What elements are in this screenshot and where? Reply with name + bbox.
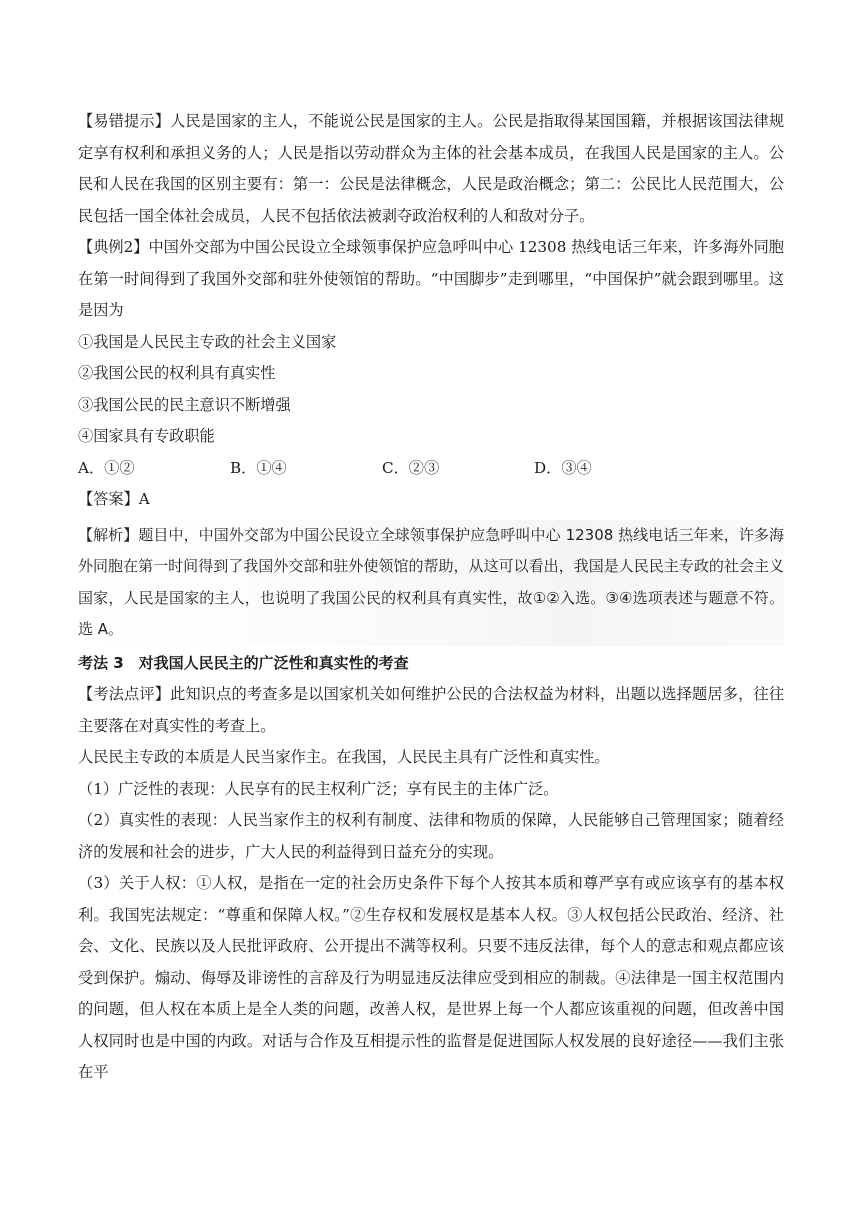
- point-3: （3）关于人权：①人权，是指在一定的社会历史条件下每个人按其本质和尊严享有或应该享有的基本权利。我国宪法规定：“尊重和保障人权。”②生存权和发展权是基本人权。③人权包括公民政治、经济、社会、文化、民族以及人民批评政府、公开提出不满等权利。只要不违反法律，每个人的意志和观点都应该受到保护。煽动、侮辱及诽谤性的言辞及行为明显违反法律应受到相应的制裁。④法律是一国主权范围内的问题，但人权在本质上是全人类的问题，改善人权，是世界上每一个人都应该重视的问题，但改善中国人权同时也是中国的内政。对话与合作及互相提示性的监督是促进国际人权发展的良好途径——我们主张在平: [78, 874, 784, 1081]
- option-d: D．③④: [534, 458, 592, 477]
- statement-2: ②我国公民的权利具有真实性: [78, 364, 276, 382]
- option-a: A．①②: [78, 458, 135, 477]
- option-b: B．①④: [230, 458, 287, 477]
- essence-paragraph: 人民民主专政的本质是人民当家作主。在我国，人民民主具有广泛性和真实性。: [78, 748, 610, 766]
- answer-line: 【答案】A: [78, 490, 150, 508]
- answer-options: [78, 453, 784, 485]
- section-heading: 考法 3 对我国人民民主的广泛性和真实性的考查: [78, 653, 409, 672]
- analysis-paragraph: 【解析】题目中，中国外交部为中国公民设立全球领事保护应急呼叫中心 12308 热线电话三年来，许多海外同胞在第一时间得到了我国外交部和驻外使领馆的帮助，从这可以看出，我国是人民民主专政的社会主义国家，人民是国家的主人，也说明了我国公民的权利具有真实性，故①②入选。③④选项表述与题意不符。选 A。: [78, 520, 784, 646]
- point-2: （2）真实性的表现：人民当家作主的权利有制度、法律和物质的保障，人民能够自己管理国家；随着经济的发展和社会的进步，广大人民的利益得到日益充分的实现。: [78, 811, 784, 861]
- document-body: [78, 106, 784, 1089]
- statement-1: ①我国是人民民主专政的社会主义国家: [78, 332, 337, 351]
- example-question: 【典例2】中国外交部为中国公民设立全球领事保护应急呼叫中心 12308 热线电话三年来，许多海外同胞在第一时间得到了我国外交部和驻外使领馆的帮助。“中国脚步”走到哪里，“中国保护”就会跟到哪里。这是因为: [78, 238, 784, 319]
- review-paragraph: 【考法点评】此知识点的考查多是以国家机关如何维护公民的合法权益为材料，出题以选择题居多，往往主要落在对真实性的考查上。: [78, 685, 784, 735]
- statement-3: ③我国公民的民主意识不断增强: [78, 395, 291, 414]
- statement-4: ④国家具有专政职能: [78, 427, 215, 445]
- point-1: （1）广泛性的表现：人民享有的民主权利广泛；享有民主的主体广泛。: [78, 779, 559, 798]
- option-c: C．②③: [382, 458, 440, 477]
- error-tip-paragraph: 【易错提示】人民是国家的主人，不能说公民是国家的主人。公民是指取得某国国籍，并根据该国法律规定享有权利和承担义务的人；人民是指以劳动群众为主体的社会基本成员，在我国人民是国家的主人。公民和人民在我国的区别主要有：第一：公民是法律概念，人民是政治概念；第二：公民比人民范围大，公民包括一国全体社会成员，人民不包括依法被剥夺政治权利的人和敌对分子。: [78, 112, 784, 225]
